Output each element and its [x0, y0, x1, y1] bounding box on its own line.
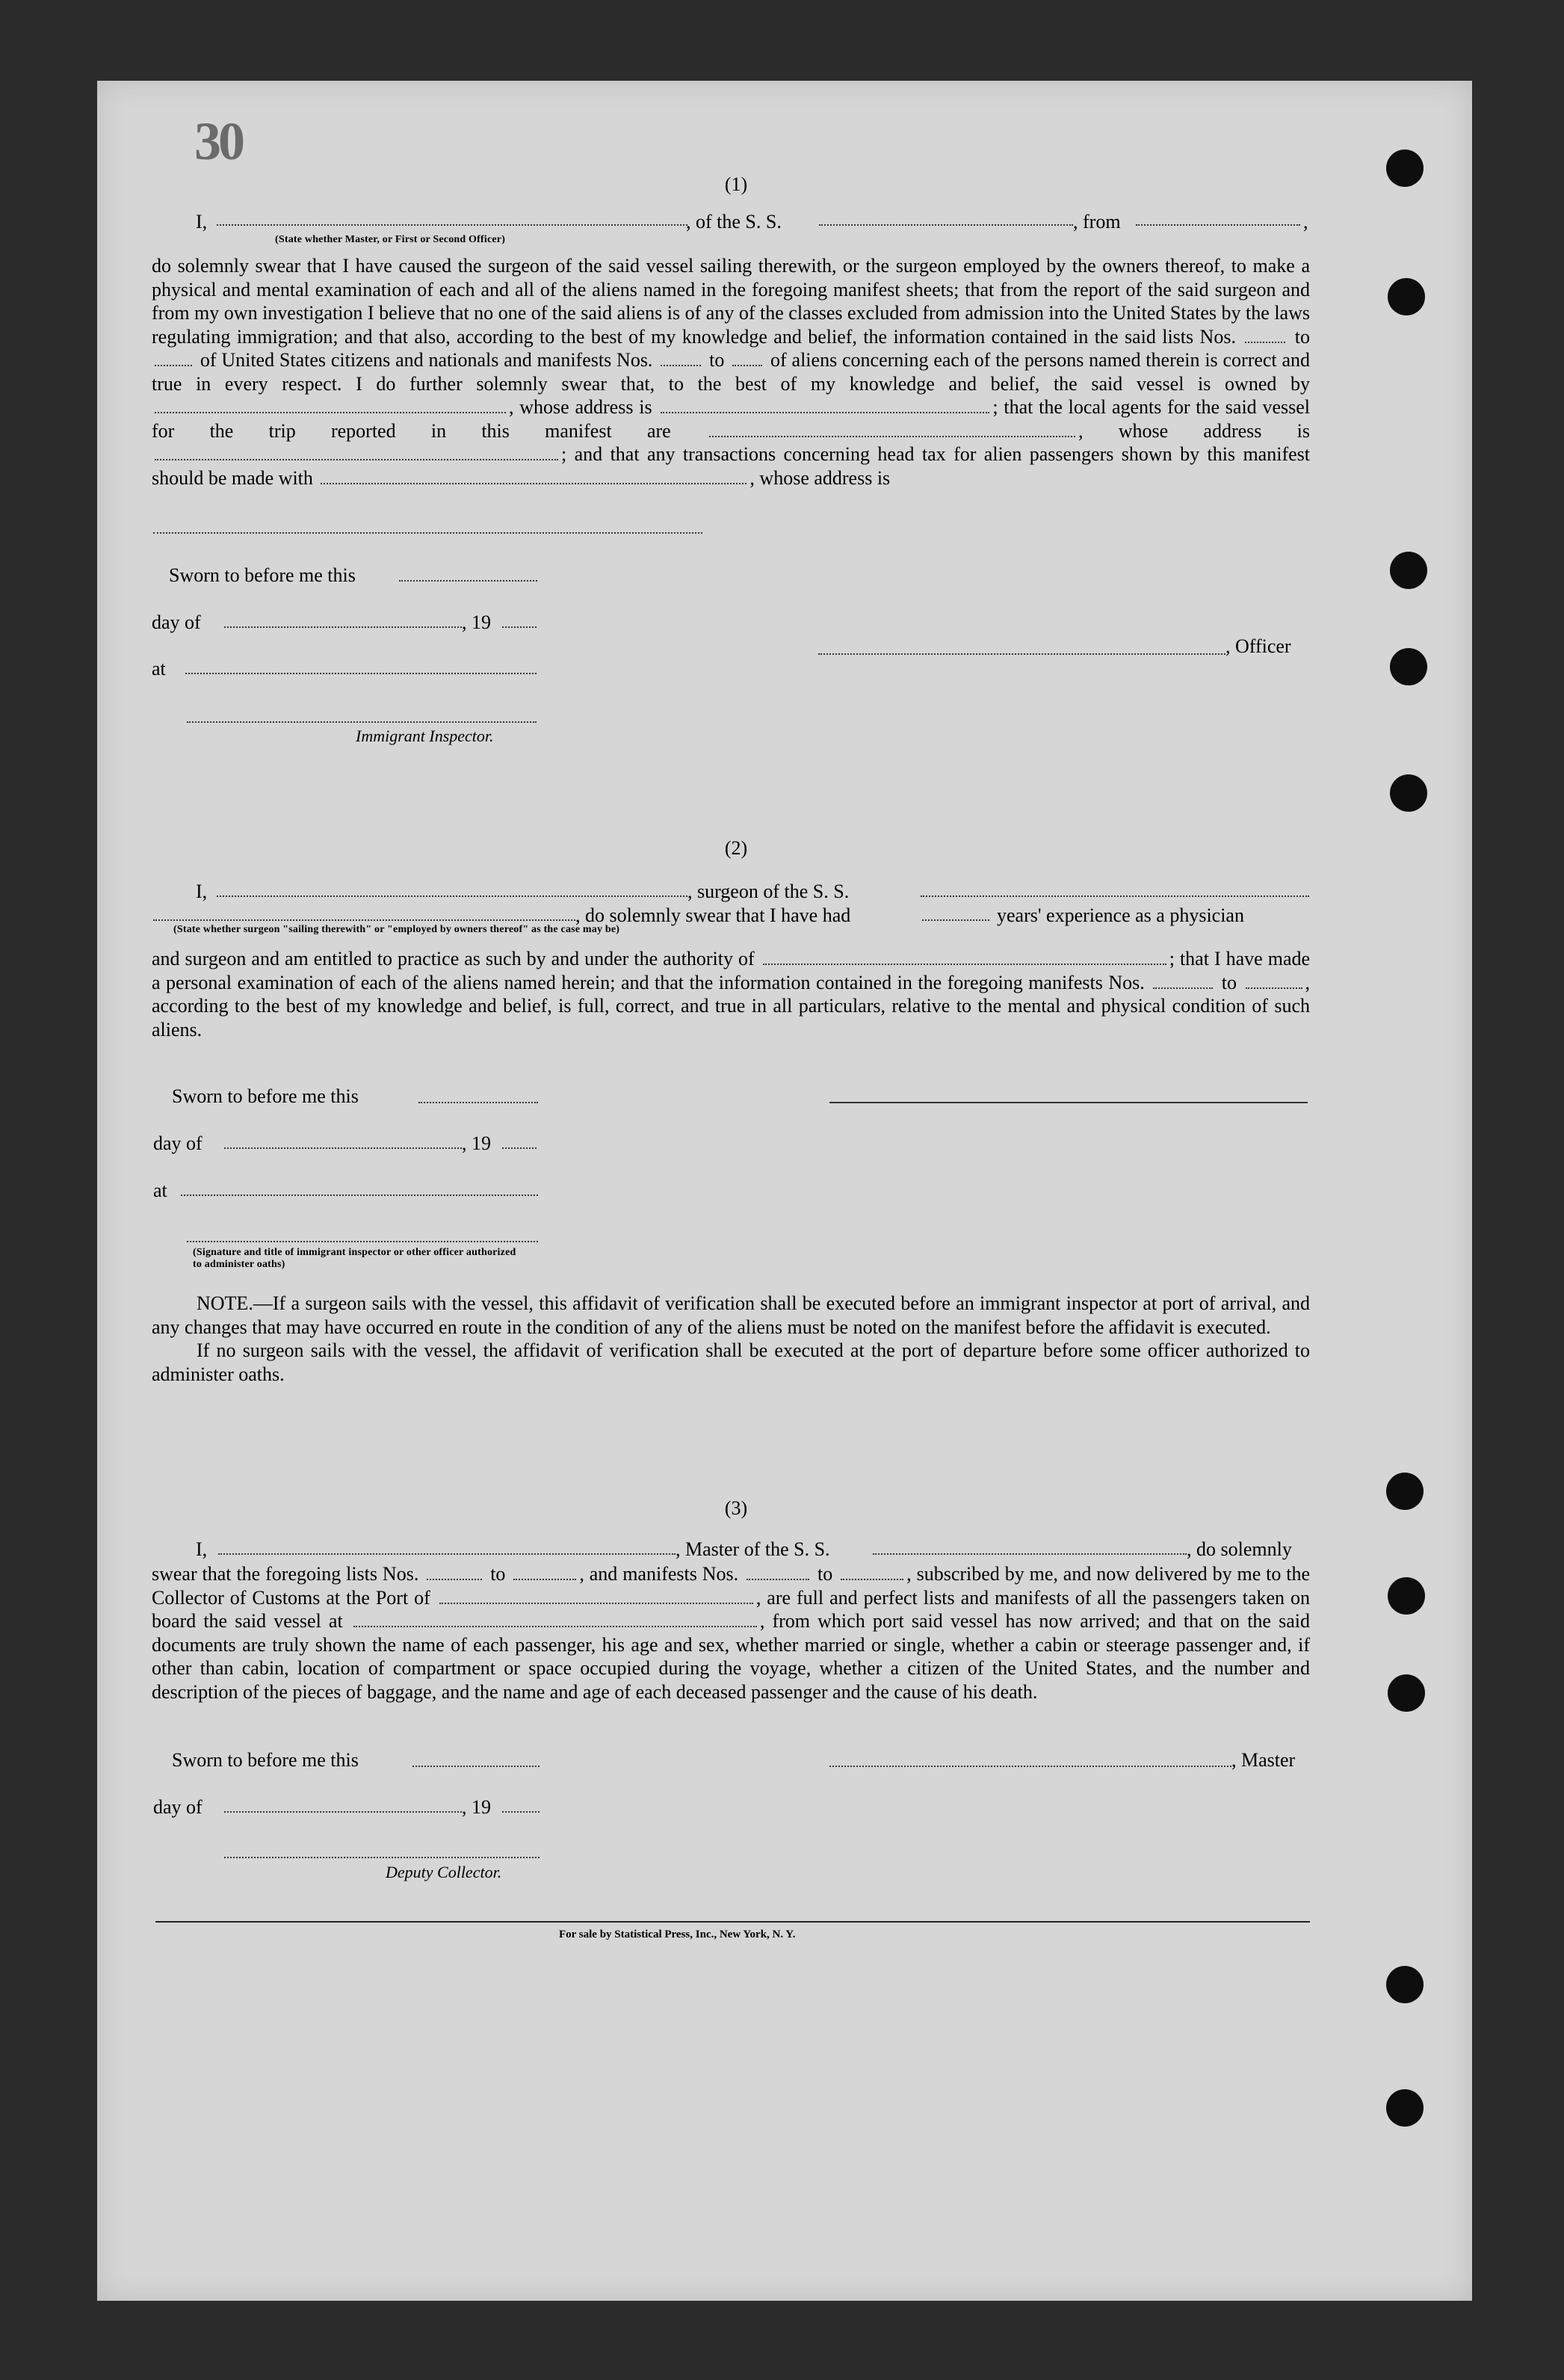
place-field[interactable] — [185, 673, 537, 674]
section-1-body-d: that the local agents for the said vessel for the trip reported in this manifest are — [152, 396, 1310, 442]
printer-imprint: For sale by Statistical Press, Inc., New York, N. Y. — [559, 1929, 796, 1940]
surgeon-name-field[interactable] — [217, 895, 687, 897]
section-1-ship-field[interactable] — [819, 224, 1073, 226]
head-tax-field[interactable] — [321, 468, 747, 484]
from-which-label: , from which — [759, 1610, 865, 1632]
section-2-caption: (State whether surgeon "sailing therewith" or "employed by owners thereof" as the case may be) — [173, 924, 620, 935]
immigrant-inspector-caption: Immigrant Inspector. — [356, 727, 494, 745]
to-label: to — [1294, 325, 1311, 348]
sworn-day-field[interactable] — [399, 580, 537, 582]
authority-field[interactable] — [763, 949, 1166, 965]
footer-rule — [155, 1921, 1310, 1923]
manifest-no-field[interactable] — [1153, 972, 1213, 989]
binder-hole — [1390, 552, 1427, 589]
years-field[interactable] — [922, 919, 989, 921]
officer-signature-field[interactable] — [187, 1241, 538, 1242]
surgeon-ship-field[interactable] — [921, 895, 1309, 897]
solemnly-label: , do solemnly swear that I have had — [575, 904, 851, 926]
whose-address-label: , whose address is — [509, 396, 652, 418]
day-of-label: day of — [152, 611, 201, 633]
section-3-body-a: swear that the foregoing lists Nos. — [152, 1563, 419, 1585]
to-label: to — [490, 1563, 506, 1585]
binder-hole — [1386, 149, 1424, 187]
binder-hole — [1390, 648, 1427, 685]
to-label: to — [1221, 971, 1237, 993]
manifest-no-field[interactable] — [747, 1564, 809, 1580]
head-tax-address-field[interactable] — [153, 532, 702, 534]
section-1-body-a: do solemnly swear that I have caused the surgeon of the said vessel sailing therewith, or the surgeon employed by the owners thereof, to make a physical and mental examination of each and all of the aliens named in the foregoing manifest sheets; that from the report of the said surgeon and from my own investigation I believe that no one of the said aliens is of any of the classes excluded from admission into the United States by the laws regulating immigration; and that also, according to the best of my knowledge and belief, the information contained in the said lists Nos. — [152, 255, 1310, 348]
to-label: to — [709, 349, 725, 371]
departure-port-field[interactable] — [353, 1611, 757, 1627]
section-1-from: , from — [1073, 211, 1121, 232]
officer-signature-field[interactable] — [818, 653, 1225, 655]
corner-handwritten-mark: 30 — [194, 111, 242, 171]
binder-hole — [1388, 1577, 1425, 1615]
year-field[interactable] — [502, 1147, 537, 1149]
do-solemnly-label: , do solemnly — [1187, 1538, 1292, 1560]
binder-hole — [1386, 1966, 1424, 2003]
subscribed-label: , subscribed by me, and now delivered by me to the Collector of Customs at the Port of — [152, 1563, 1311, 1609]
master-label: , Master — [1231, 1749, 1296, 1771]
section-3-body-c: port said vessel has now arrived; and that on the said documents are truly shown the name of each passenger, his age and sex, whether married or single, whether a cabin or steerage passenger and, if other than cabin, location of compartment or space occupied during the voyage, whether a citizen of the United States, and the number and description of the pieces of baggage, and the name and age of each deceased passenger and the cause of his death. — [152, 1610, 1310, 1703]
manifest-no-field[interactable] — [841, 1564, 903, 1580]
surgeon-status-field[interactable] — [153, 919, 575, 921]
comma: , — [1303, 211, 1308, 232]
note-block — [152, 1292, 1310, 1386]
section-1-from-field[interactable] — [1136, 224, 1300, 226]
month-field[interactable] — [224, 1147, 462, 1149]
sworn-label: Sworn to before me this — [169, 564, 356, 586]
section-1-body-c: of aliens concerning each of the persons named therein is correct and true in every respect. I do further solemnly swear that, to the best of my knowledge and belief, the said vessel is owned by — [152, 349, 1311, 395]
sworn-day-field[interactable] — [412, 1766, 540, 1767]
section-2-body: and surgeon and am entitled to practice as such by and under the authority of ; that I have made a personal examination of each of the aliens named herein; and that the information contained in the foregoing manifests Nos. to , according to the best of my knowledge and belief, is full, correct, and true in all particulars, relative to the mental and physical condition of such aliens. — [152, 948, 1311, 1041]
binder-hole — [1386, 1473, 1424, 1510]
manifest-no-field[interactable] — [732, 350, 762, 366]
place-field[interactable] — [181, 1194, 538, 1196]
agents-field[interactable] — [709, 421, 1075, 437]
deputy-collector-caption: Deputy Collector. — [386, 1863, 502, 1881]
binder-hole — [1390, 774, 1427, 812]
at-label: at — [152, 658, 166, 679]
port-field[interactable] — [439, 1588, 753, 1604]
sworn-label: Sworn to before me this — [172, 1085, 359, 1107]
officer-label: , Officer — [1225, 635, 1291, 657]
section-2-i: I, — [196, 881, 208, 902]
surgeon-of-label: , surgeon of the S. S. — [687, 881, 850, 902]
section-3-i: I, — [196, 1538, 208, 1560]
list-no-field[interactable] — [1245, 327, 1285, 343]
master-signature-field[interactable] — [829, 1766, 1231, 1767]
signature-caption: (Signature and title of immigrant inspector or other officer authorized to administer oaths) — [193, 1247, 516, 1270]
day-of-label: day of — [153, 1796, 203, 1818]
section-1-caption: (State whether Master, or First or Second Officer) — [275, 234, 506, 245]
sworn-label: Sworn to before me this — [172, 1749, 359, 1771]
year-prefix-label: , 19 — [462, 611, 491, 633]
section-1-number: (1) — [724, 173, 748, 195]
to-label: to — [817, 1563, 833, 1585]
year-prefix-label: , 19 — [462, 1796, 491, 1818]
year-field[interactable] — [502, 626, 537, 628]
month-field[interactable] — [224, 626, 462, 628]
whose-address-label: whose address is — [1118, 419, 1310, 442]
master-ship-field[interactable] — [873, 1553, 1187, 1555]
owner-address-field[interactable] — [661, 397, 989, 413]
manifest-no-field[interactable] — [661, 350, 701, 366]
day-of-label: day of — [153, 1132, 203, 1154]
section-1-body-b: of United States citizens and nationals and manifests Nos. — [200, 349, 653, 371]
section-1-i: I, — [196, 211, 208, 232]
list-no-field[interactable] — [513, 1564, 576, 1580]
owner-field[interactable] — [155, 397, 506, 413]
agents-address-field[interactable] — [155, 444, 558, 460]
binder-hole — [1388, 1674, 1425, 1712]
surgeon-signature-field[interactable] — [829, 1102, 1308, 1103]
section-1-rank-field[interactable] — [217, 224, 687, 226]
note-paragraph-b: If no surgeon sails with the vessel, the affidavit of verification shall be executed at the port of departure before some officer authorized to administer oaths. — [152, 1339, 1310, 1385]
section-1-body: do solemnly swear that I have caused the surgeon of the said vessel sailing therewith, or the surgeon employed by the owners thereof, to make a physical and mental examination of each and all of the aliens named in the foregoing manifest sheets; that from the report of the said surgeon and from my own investigation I believe that no one of the said aliens is of any of the classes excluded from admission into the United States by the laws regulating immigration; and that also, according to the best of my knowledge and belief, the information contained in the said lists Nos. to of United States citizens and nationals and manifests Nos. to of aliens concerning each of the persons named therein is correct and true in every respect. I do further solemnly swear that, to the best of my knowledge and belief, the said vessel is owned by , whose address is ; that the local agents for the said vessel for the trip reported in this manifest are , whose address is ; and that any transactions concerning head tax for alien passengers shown by this manifest should be made with , whose address is — [152, 255, 1311, 489]
section-3-body-b: , are full and perfect lists and manifests of all the passengers taken on board the said vessel at — [152, 1586, 1311, 1632]
manifest-no-field[interactable] — [1246, 972, 1302, 989]
month-field[interactable] — [224, 1811, 462, 1813]
binder-hole — [1386, 2089, 1424, 2127]
list-no-field[interactable] — [427, 1564, 482, 1580]
section-1-of-ship: , of the S. S. — [686, 211, 782, 232]
inspector-signature-field[interactable] — [187, 721, 537, 723]
year-prefix-label: , 19 — [462, 1132, 491, 1154]
years-label: years' experience as a physician — [997, 904, 1244, 926]
master-of-label: , Master of the S. S. — [676, 1538, 830, 1560]
year-field[interactable] — [502, 1811, 540, 1813]
collector-signature-field[interactable] — [224, 1857, 540, 1858]
and-manifests-label: , and manifests Nos. — [579, 1563, 739, 1585]
master-name-field[interactable] — [218, 1553, 676, 1555]
section-2-body-c: , according to the best of my knowledge and belief, is full, correct, and true in all particulars, relative to the mental and physical condition of such aliens. — [152, 971, 1311, 1041]
section-3-number: (3) — [724, 1497, 748, 1519]
section-1-body-e: ; and that any transactions concerning head tax for alien passengers shown by this manifest should be made with — [152, 443, 1310, 489]
whose-address-label: , whose address is — [749, 466, 891, 489]
section-3-body — [152, 1562, 1310, 1704]
section-2-body-b: that I have made a personal examination of each of the aliens named herein; and that the information contained in the foregoing manifests Nos. — [152, 948, 1311, 993]
section-2-body-a: and surgeon and am entitled to practice as such by and under the authority of — [152, 948, 755, 969]
at-label: at — [153, 1180, 167, 1201]
sworn-day-field[interactable] — [418, 1102, 538, 1103]
binder-hole — [1388, 278, 1425, 315]
section-2-number: (2) — [724, 837, 748, 859]
list-no-field[interactable] — [155, 350, 192, 366]
note-paragraph-a: NOTE.—If a surgeon sails with the vessel, this affidavit of verification shall be executed before an immigrant inspector at port of arrival, and any changes that may have occurred en route in the condition of any of the aliens must be noted on the manifest before the affidavit is executed. — [152, 1292, 1310, 1338]
